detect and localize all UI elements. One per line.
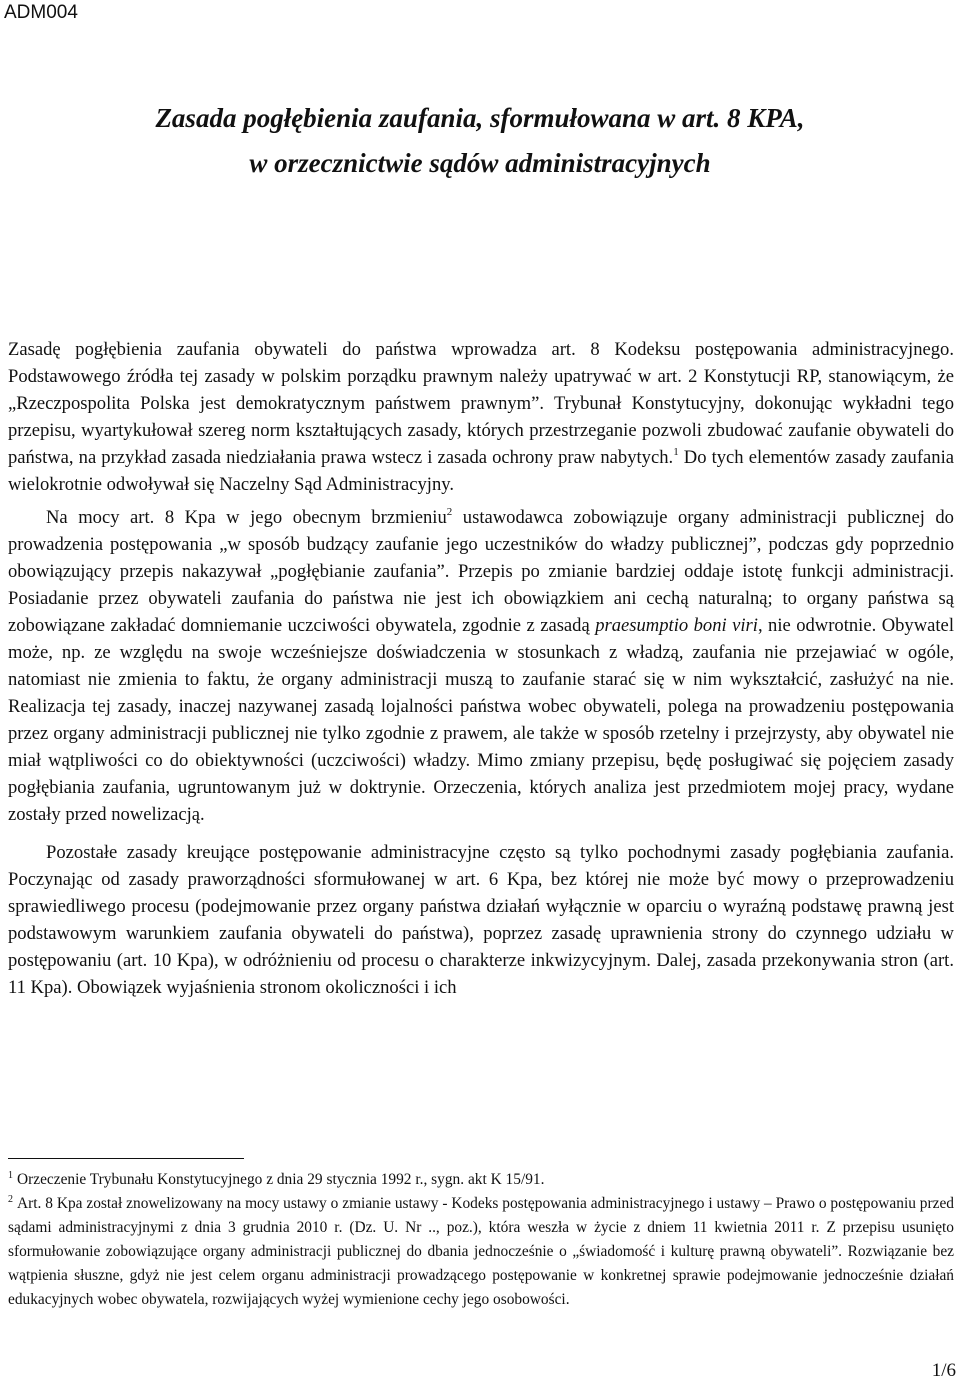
footnote-1-text: Orzeczenie Trybunału Konstytucyjnego z dnia 29 stycznia 1992 r., sygn. akt K 15/91. [17,1171,545,1188]
paragraph-3: Pozostałe zasady kreujące postępowanie administracyjne często są tylko pochodnymi zasady pogłębiania zaufania. Poczynając od zasady praworządności sformułowanej w art. 6 Kpa, bez której nie może być mowy o przeprowadzeniu sprawiedliwego procesu (podejmowanie przez organy państwa działań wyłącznie w oparciu o wyraźną podstawę prawną jest podstawowym warunkiem zaufania obywateli do państwa), poprzez zasadę uprawnienia strony do czynnego udziału w postępowaniu (art. 10 Kpa), w odróżnieniu od procesu o charakterze inkwizycyjnym. Dalej, zasada przekonywania stron (art. 11 Kpa). Obowiązek wyjaśnienia stronom okoliczności i ich [8,842,954,998]
paragraph-2 [8,504,954,828]
paragraph-1-text-cont: Do tych elementów zasady zaufania wielokrotnie odwoływał się Naczelny Sąd Administracyjny. [8,447,955,495]
footnote-1-number: 1 [8,1170,13,1181]
paragraph-2-text-end: , nie odwrotnie. Obywatel może, np. ze względu na swoje wcześniejsze doświadczenia w stosunkach z władzą, zaufania nie przejawiać w ogóle, natomiast nie zmienia to faktu, że organy administracji muszą to zaufanie starać się w nim wykształcić, zasłużyć na nie. Realizacja tej zasady, inaczej nazywanej zasadą lojalności państwa wobec obywateli, polega na prowadzeniu postępowania przez organy administracji publicznej nie tylko zgodnie z prawem, ale także w sposób rzetelny i przejrzysty, aby obywatel nie miał wątpliwości co do obiektywności (uczciwości) władzy. Mimo zmiany przepisu, będę posługiwać się pojęciem zasady pogłębiania zaufania, ugruntowanym już w doktrynie. Orzeczenia, których analiza jest przedmiotem mojej pracy, wydane zostały przed nowelizacją. [8,615,954,825]
document-title [0,96,960,186]
latin-phrase: praesumptio boni viri [595,615,758,636]
paragraph-2-text-cont: ustawodawca zobowiązuje organy administracji publicznej do prowadzenia postępowania „w sposób budzący zaufanie jego uczestników do władzy publicznej”, podczas gdy poprzednio obowiązujący przepis nakazywał „pogłębianie zaufania”. Przepis po zmianie bardziej oddaje istotę funkcji administracji. Posiadanie przez obywateli zaufania do państwa nie jest ich obowiązkiem ani cechą naturalną; to organy państwa są zobowiązane zakładać domniemanie uczciwości obywatela, zgodnie z zasadą [8,507,954,636]
footnote-2-number: 2 [8,1194,13,1205]
title-line-1: Zasada pogłębienia zaufania, sformułowana w art. 8 KPA, [155,103,805,133]
document-id: ADM004 [4,2,78,23]
footnote-2 [8,1192,954,1312]
title-line-2: w orzecznictwie sądów administracyjnych [249,148,711,178]
footnote-2-text: Art. 8 Kpa został znowelizowany na mocy ustawy o zmianie ustawy - Kodeks postępowania administracyjnego i ustawy – Prawo o postępowaniu przed sądami administracyjnymi z dnia 3 grudnia 2010 r. (Dz. U. Nr .., poz.), która weszła w życie z dniem 11 kwietnia 2011 r. Z przepisu usunięto sformułowanie zobowiązujące organy administracji publicznej do dbania jednocześnie o „świadomość i kulturę prawną obywateli”. Rozwiązanie bez wątpienia słuszne, gdyż nie jest celem organu administracji prowadzącego postępowanie w konkretnej sprawie podejmowanie jednocześnie działań edukacyjnych wobec obywatela, rozwijających wyżej wymienione cechy jego osobowości. [8,1195,954,1308]
paragraph-2-text: Na mocy art. 8 Kpa w jego obecnym brzmieniu [46,507,447,528]
footnote-ref-1: 1 [673,446,679,458]
footnote-1 [8,1168,954,1192]
footnote-ref-2: 2 [446,506,453,518]
footnotes [8,1168,954,1312]
paragraph-1 [8,336,954,498]
footnote-separator [8,1158,244,1159]
page-number: 1/6 [931,1360,956,1381]
document-body [8,336,954,1001]
paragraph-1-text: Zasadę pogłębienia zaufania obywateli do państwa wprowadza art. 8 Kodeksu postępowania administracyjnego. Podstawowego źródła tej zasady w polskim porządku prawnym należy upatrywać w art. 2 Konstytucji RP, stanowiącym, że „Rzeczpospolita Polska jest demokratycznym państwem prawnym”. Trybunał Konstytucyjny, dokonując wykładni tego przepisu, wyartykułował szereg norm kształtujących zasady, których przestrzeganie pozwoli zbudować zaufanie obywateli do państwa, na przykład zasada niedziałania prawa wstecz i zasada ochrony praw nabytych. [8,339,954,468]
